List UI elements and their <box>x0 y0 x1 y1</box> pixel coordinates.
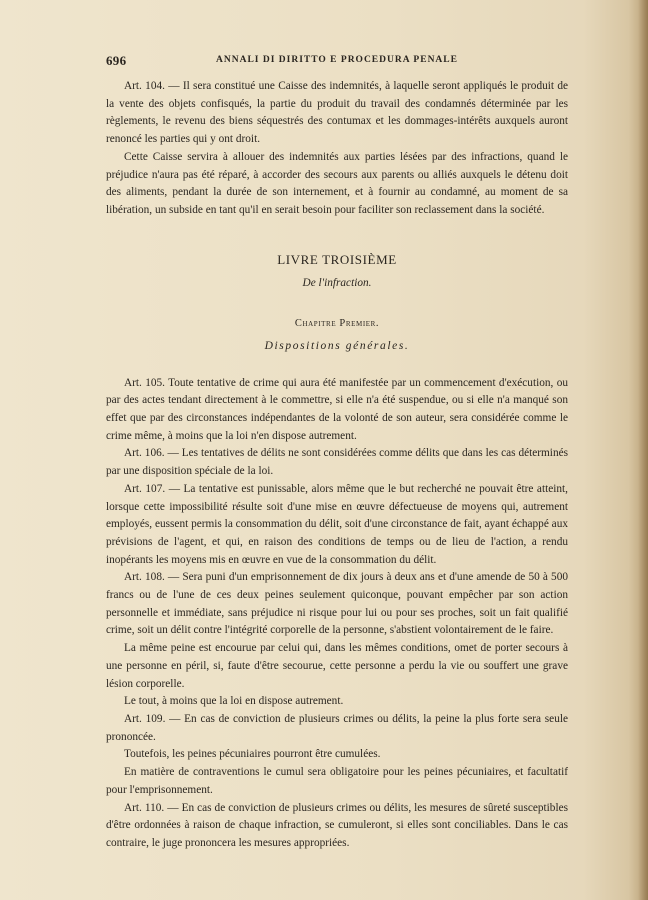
section-spacer <box>106 354 568 375</box>
article-104-continuation: Cette Caisse servira à allouer des indemnités aux parties lésées par des infractions, quand le préjudice n'aura pas été réparé, à accorder des secours aux parents ou alliés auxquels le détenu doit des aliments, pendant la durée de son internement, et à fournir au condamné, au moment de sa libération, un subside en tant qu'il en serait besoin pour faciliter son reclassement dans la société. <box>106 150 568 216</box>
chapter-subtitle: Dispositions générales. <box>264 339 410 352</box>
article-108-third-paragraph: Le tout, à moins que la loi en dispose autrement. <box>124 695 344 708</box>
page-body <box>106 78 568 853</box>
article-109-third-paragraph: En matière de contraventions le cumul sera obligatoire pour les peines pécuniaires, et facultatif pour l'emprisonnement. <box>106 766 568 796</box>
article-108-paragraph: Art. 108. — Sera puni d'un emprisonnement de dix jours à deux ans et d'une amende de 50 à 500 francs ou de l'une de ces deux peines seulement quiconque, pouvant empêcher par son action personnelle et immédiate, sans préjudice ni risque pour lui ou pour ses proches, soit un fait qualifié crime, soit un délit contre l'intégrité corporelle de la personne, s'abstient volontairement de le faire. <box>106 571 568 637</box>
article-108-second-paragraph: La même peine est encourue par celui qui, dans les mêmes conditions, omet de porter secours à une personne en péril, si, faute d'être secourue, cette personne a perdu la vie ou souffert une grave lésion corporelle. <box>106 642 568 690</box>
page-number: 696 <box>106 53 127 68</box>
article-105-paragraph: Art. 105. Toute tentative de crime qui aura été manifestée par un commencement d'exécution, ou par des actes tendant directement à le commettre, si elle n'a été suspendue, ou si elle n'a manqué son effet que par des circonstances indépendantes de la volonté de son auteur, sera considérée comme le crime même, à moins que la loi n'en dispose autrement. <box>106 376 568 442</box>
article-106-paragraph: Art. 106. — Les tentatives de délits ne sont considérées comme délits que dans les cas déterminés par une disposition spéciale de la loi. <box>106 447 568 478</box>
article-109-second-paragraph: Toutefois, les peines pécuniaires pourront être cumulées. <box>124 748 381 761</box>
book-subtitle: De l'infraction. <box>302 276 372 289</box>
article-104-paragraph: Art. 104. — Il sera constitué une Caisse des indemnités, à laquelle seront appliqués le produit de la vente des objets confisqués, la partie du produit du travail des condamnés déterminée par les règlements, le revenu des biens séquestrés des contumax et les dommages-intérêts auxquels auront renoncé les parties qui y ont droit. <box>106 80 568 146</box>
article-107-paragraph: Art. 107. — La tentative est punissable, alors même que le but recherché ne pouvait être atteint, lorsque cette impossibilité résulte soit d'une mise en œuvre défectueuse de moyens qui, autrement employés, eussent permis la consommation du délit, soit d'une circonstance de fait, ayant échappé aux prévisions de l'agent, et qui, en raison des conditions de temps ou de lieu de l'action, a rendu inopérants les moyens mis en œuvre en vue de la consommation du délit. <box>106 482 568 566</box>
page-header <box>106 53 568 69</box>
article-109-paragraph: Art. 109. — En cas de conviction de plusieurs crimes ou délits, la peine la plus forte sera seule prononcée. <box>106 712 568 743</box>
page-edge-shadow <box>638 0 648 900</box>
running-title: ANNALI DI DIRITTO E PROCEDURA PENALE <box>216 55 458 65</box>
article-110-paragraph: Art. 110. — En cas de conviction de plusieurs crimes ou délits, les mesures de sûreté susceptibles d'être ordonnées à raison de chaque infraction, se cumuleront, si elles sont conciliables. Dans le cas contraire, le juge prononcera les mesures appropriées. <box>106 801 568 849</box>
chapter-title-text: Chapitre Premier. <box>294 317 380 329</box>
book-title: LIVRE TROISIÈME <box>277 251 397 267</box>
chapter-title <box>106 316 568 332</box>
